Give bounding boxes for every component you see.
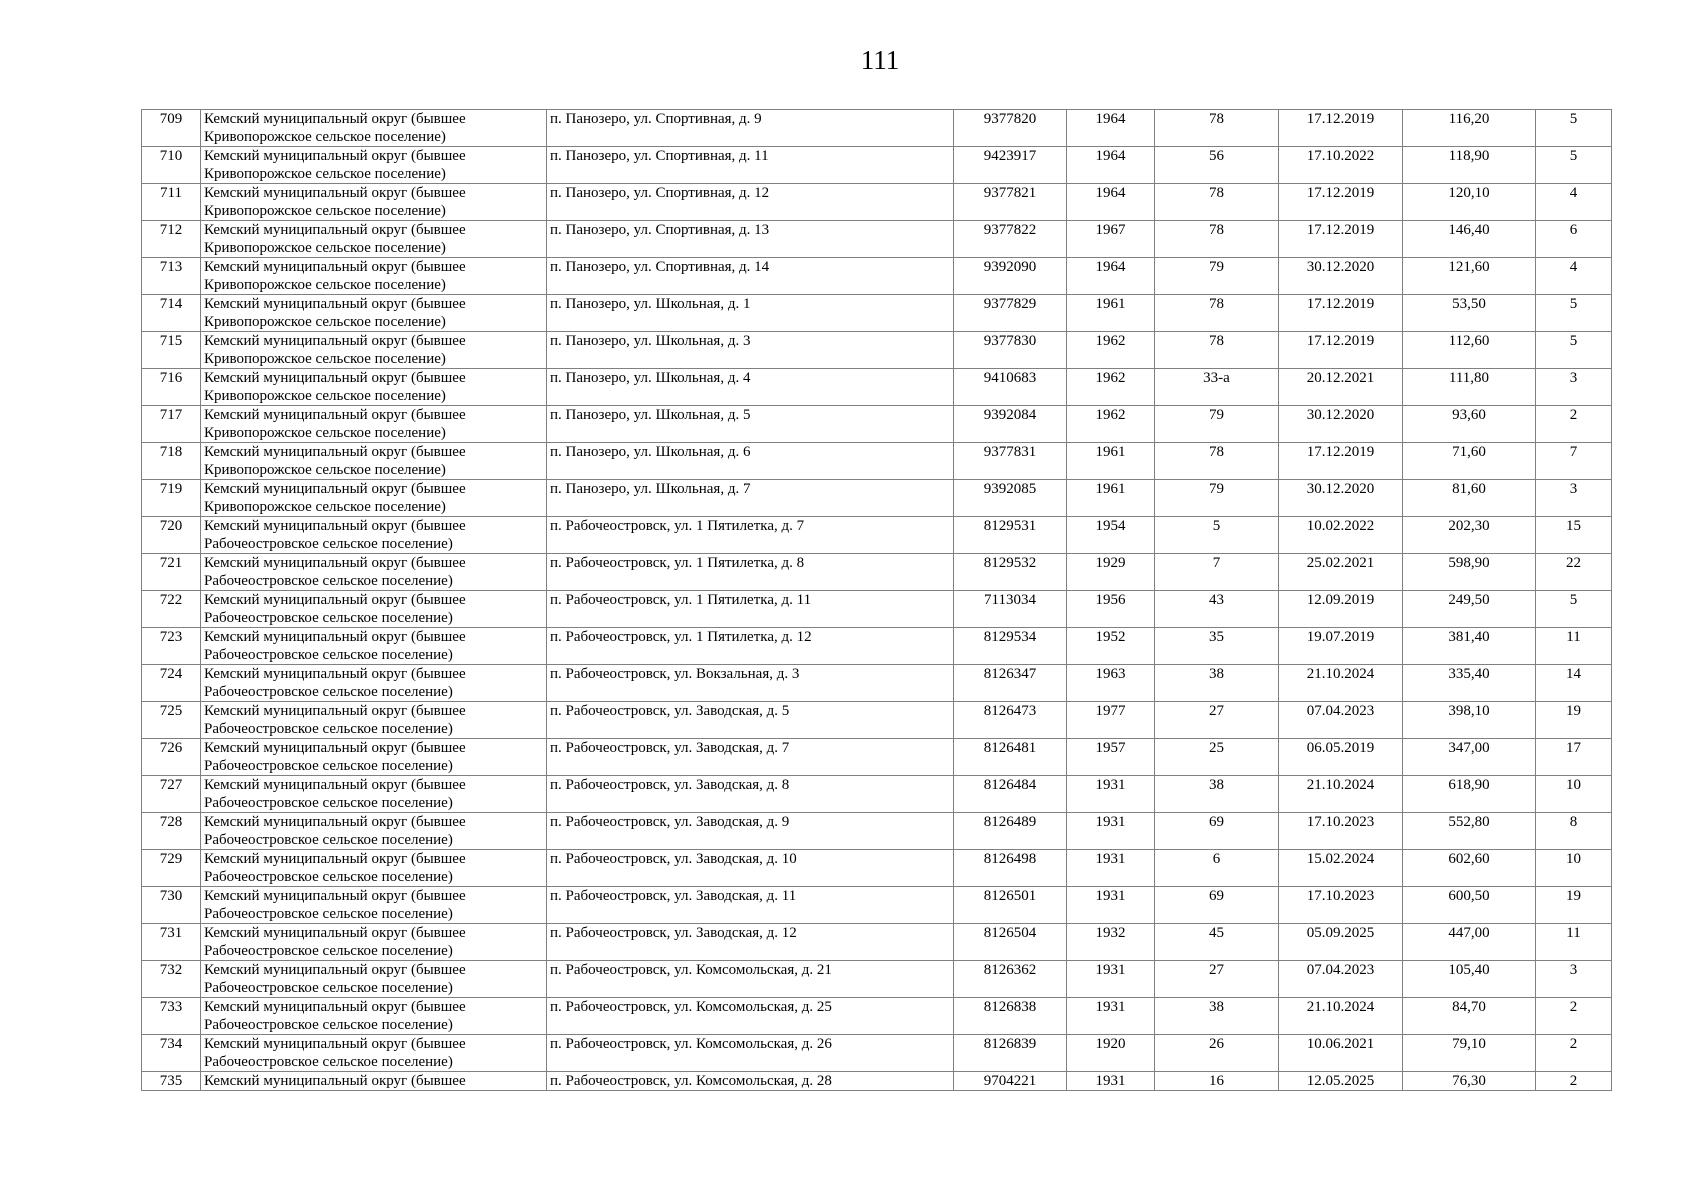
municipality-cell: Кемский муниципальный округ (бывшее Кривопорожское сельское поселение) xyxy=(201,295,547,332)
document-number-cell: 78 xyxy=(1155,184,1279,221)
resident-count-cell: 2 xyxy=(1536,998,1612,1035)
document-number-cell: 27 xyxy=(1155,961,1279,998)
building-code-cell: 9377831 xyxy=(954,443,1067,480)
document-number-cell: 35 xyxy=(1155,628,1279,665)
address-cell: п. Панозеро, ул. Школьная, д. 6 xyxy=(547,443,954,480)
address-cell: п. Рабочеостровск, ул. 1 Пятилетка, д. 8 xyxy=(547,554,954,591)
resident-count-cell: 19 xyxy=(1536,887,1612,924)
area-cell: 84,70 xyxy=(1403,998,1536,1035)
building-code-cell: 8126362 xyxy=(954,961,1067,998)
address-cell: п. Панозеро, ул. Школьная, д. 5 xyxy=(547,406,954,443)
building-code-cell: 9377829 xyxy=(954,295,1067,332)
document-date-cell: 17.12.2019 xyxy=(1279,184,1403,221)
municipality-cell: Кемский муниципальный округ (бывшее Рабочеостровское сельское поселение) xyxy=(201,628,547,665)
row-number: 726 xyxy=(142,739,201,776)
document-number-cell: 38 xyxy=(1155,665,1279,702)
document-number-cell: 78 xyxy=(1155,295,1279,332)
build-year-cell: 1963 xyxy=(1067,665,1155,702)
build-year-cell: 1962 xyxy=(1067,332,1155,369)
table-row xyxy=(142,406,1612,443)
build-year-cell: 1931 xyxy=(1067,776,1155,813)
municipality-cell: Кемский муниципальный округ (бывшее Кривопорожское сельское поселение) xyxy=(201,443,547,480)
municipality-cell: Кемский муниципальный округ (бывшее Рабочеостровское сельское поселение) xyxy=(201,554,547,591)
row-number: 729 xyxy=(142,850,201,887)
resident-count-cell: 10 xyxy=(1536,850,1612,887)
municipality-cell: Кемский муниципальный округ (бывшее Кривопорожское сельское поселение) xyxy=(201,258,547,295)
resident-count-cell: 6 xyxy=(1536,221,1612,258)
municipality-cell: Кемский муниципальный округ (бывшее Рабочеостровское сельское поселение) xyxy=(201,776,547,813)
area-cell: 120,10 xyxy=(1403,184,1536,221)
resident-count-cell: 7 xyxy=(1536,443,1612,480)
table-row xyxy=(142,184,1612,221)
area-cell: 111,80 xyxy=(1403,369,1536,406)
table-row xyxy=(142,628,1612,665)
row-number: 716 xyxy=(142,369,201,406)
resident-count-cell: 11 xyxy=(1536,924,1612,961)
building-code-cell: 8126481 xyxy=(954,739,1067,776)
table-row xyxy=(142,1072,1612,1091)
building-code-cell: 8126473 xyxy=(954,702,1067,739)
municipality-cell: Кемский муниципальный округ (бывшее Рабочеостровское сельское поселение) xyxy=(201,517,547,554)
resident-count-cell: 3 xyxy=(1536,369,1612,406)
build-year-cell: 1964 xyxy=(1067,258,1155,295)
document-date-cell: 15.02.2024 xyxy=(1279,850,1403,887)
document-number-cell: 5 xyxy=(1155,517,1279,554)
document-number-cell: 16 xyxy=(1155,1072,1279,1091)
table-row xyxy=(142,369,1612,406)
building-code-cell: 9377820 xyxy=(954,110,1067,147)
resident-count-cell: 8 xyxy=(1536,813,1612,850)
document-date-cell: 12.05.2025 xyxy=(1279,1072,1403,1091)
build-year-cell: 1920 xyxy=(1067,1035,1155,1072)
document-date-cell: 07.04.2023 xyxy=(1279,702,1403,739)
document-date-cell: 30.12.2020 xyxy=(1279,480,1403,517)
address-cell: п. Рабочеостровск, ул. 1 Пятилетка, д. 12 xyxy=(547,628,954,665)
building-code-cell: 9377822 xyxy=(954,221,1067,258)
row-number: 712 xyxy=(142,221,201,258)
building-code-cell: 9392084 xyxy=(954,406,1067,443)
address-cell: п. Рабочеостровск, ул. 1 Пятилетка, д. 11 xyxy=(547,591,954,628)
build-year-cell: 1961 xyxy=(1067,443,1155,480)
building-code-cell: 8126839 xyxy=(954,1035,1067,1072)
build-year-cell: 1931 xyxy=(1067,850,1155,887)
registry-table xyxy=(141,109,1612,1091)
build-year-cell: 1956 xyxy=(1067,591,1155,628)
row-number: 711 xyxy=(142,184,201,221)
resident-count-cell: 4 xyxy=(1536,184,1612,221)
building-code-cell: 9392085 xyxy=(954,480,1067,517)
document-number-cell: 43 xyxy=(1155,591,1279,628)
row-number: 725 xyxy=(142,702,201,739)
area-cell: 146,40 xyxy=(1403,221,1536,258)
area-cell: 398,10 xyxy=(1403,702,1536,739)
building-code-cell: 8126838 xyxy=(954,998,1067,1035)
document-number-cell: 38 xyxy=(1155,776,1279,813)
table-row xyxy=(142,258,1612,295)
resident-count-cell: 5 xyxy=(1536,591,1612,628)
resident-count-cell: 3 xyxy=(1536,961,1612,998)
document-date-cell: 17.12.2019 xyxy=(1279,221,1403,258)
area-cell: 76,30 xyxy=(1403,1072,1536,1091)
address-cell: п. Панозеро, ул. Спортивная, д. 13 xyxy=(547,221,954,258)
resident-count-cell: 5 xyxy=(1536,295,1612,332)
resident-count-cell: 4 xyxy=(1536,258,1612,295)
address-cell: п. Рабочеостровск, ул. Комсомольская, д. 21 xyxy=(547,961,954,998)
table-row xyxy=(142,221,1612,258)
row-number: 731 xyxy=(142,924,201,961)
address-cell: п. Панозеро, ул. Спортивная, д. 11 xyxy=(547,147,954,184)
municipality-cell: Кемский муниципальный округ (бывшее xyxy=(201,1072,547,1091)
resident-count-cell: 10 xyxy=(1536,776,1612,813)
municipality-cell: Кемский муниципальный округ (бывшее Рабочеостровское сельское поселение) xyxy=(201,998,547,1035)
building-code-cell: 9704221 xyxy=(954,1072,1067,1091)
table-row xyxy=(142,147,1612,184)
build-year-cell: 1931 xyxy=(1067,961,1155,998)
row-number: 732 xyxy=(142,961,201,998)
document-number-cell: 79 xyxy=(1155,258,1279,295)
municipality-cell: Кемский муниципальный округ (бывшее Рабочеостровское сельское поселение) xyxy=(201,591,547,628)
document-number-cell: 25 xyxy=(1155,739,1279,776)
row-number: 720 xyxy=(142,517,201,554)
row-number: 734 xyxy=(142,1035,201,1072)
resident-count-cell: 3 xyxy=(1536,480,1612,517)
resident-count-cell: 14 xyxy=(1536,665,1612,702)
document-date-cell: 21.10.2024 xyxy=(1279,665,1403,702)
build-year-cell: 1931 xyxy=(1067,1072,1155,1091)
table-row xyxy=(142,517,1612,554)
document-number-cell: 45 xyxy=(1155,924,1279,961)
document-date-cell: 07.04.2023 xyxy=(1279,961,1403,998)
table-row xyxy=(142,554,1612,591)
municipality-cell: Кемский муниципальный округ (бывшее Кривопорожское сельское поселение) xyxy=(201,184,547,221)
area-cell: 618,90 xyxy=(1403,776,1536,813)
table-row xyxy=(142,665,1612,702)
area-cell: 598,90 xyxy=(1403,554,1536,591)
document-number-cell: 6 xyxy=(1155,850,1279,887)
area-cell: 335,40 xyxy=(1403,665,1536,702)
table-row xyxy=(142,739,1612,776)
document-number-cell: 79 xyxy=(1155,406,1279,443)
row-number: 730 xyxy=(142,887,201,924)
document-number-cell: 26 xyxy=(1155,1035,1279,1072)
municipality-cell: Кемский муниципальный округ (бывшее Рабочеостровское сельское поселение) xyxy=(201,1035,547,1072)
municipality-cell: Кемский муниципальный округ (бывшее Рабочеостровское сельское поселение) xyxy=(201,702,547,739)
address-cell: п. Рабочеостровск, ул. Заводская, д. 7 xyxy=(547,739,954,776)
build-year-cell: 1931 xyxy=(1067,887,1155,924)
table-row xyxy=(142,1035,1612,1072)
table-row xyxy=(142,813,1612,850)
document-date-cell: 06.05.2019 xyxy=(1279,739,1403,776)
document-number-cell: 78 xyxy=(1155,110,1279,147)
document-number-cell: 33-а xyxy=(1155,369,1279,406)
document-date-cell: 12.09.2019 xyxy=(1279,591,1403,628)
area-cell: 600,50 xyxy=(1403,887,1536,924)
municipality-cell: Кемский муниципальный округ (бывшее Кривопорожское сельское поселение) xyxy=(201,332,547,369)
area-cell: 116,20 xyxy=(1403,110,1536,147)
building-code-cell: 8129531 xyxy=(954,517,1067,554)
document-date-cell: 10.06.2021 xyxy=(1279,1035,1403,1072)
build-year-cell: 1931 xyxy=(1067,998,1155,1035)
address-cell: п. Панозеро, ул. Школьная, д. 7 xyxy=(547,480,954,517)
row-number: 721 xyxy=(142,554,201,591)
address-cell: п. Рабочеостровск, ул. 1 Пятилетка, д. 7 xyxy=(547,517,954,554)
resident-count-cell: 5 xyxy=(1536,110,1612,147)
address-cell: п. Рабочеостровск, ул. Заводская, д. 8 xyxy=(547,776,954,813)
municipality-cell: Кемский муниципальный округ (бывшее Рабочеостровское сельское поселение) xyxy=(201,850,547,887)
row-number: 709 xyxy=(142,110,201,147)
area-cell: 447,00 xyxy=(1403,924,1536,961)
row-number: 722 xyxy=(142,591,201,628)
municipality-cell: Кемский муниципальный округ (бывшее Кривопорожское сельское поселение) xyxy=(201,369,547,406)
resident-count-cell: 11 xyxy=(1536,628,1612,665)
municipality-cell: Кемский муниципальный округ (бывшее Рабочеостровское сельское поселение) xyxy=(201,813,547,850)
table-row xyxy=(142,887,1612,924)
area-cell: 249,50 xyxy=(1403,591,1536,628)
municipality-cell: Кемский муниципальный округ (бывшее Кривопорожское сельское поселение) xyxy=(201,110,547,147)
document-date-cell: 30.12.2020 xyxy=(1279,258,1403,295)
resident-count-cell: 17 xyxy=(1536,739,1612,776)
building-code-cell: 9377830 xyxy=(954,332,1067,369)
address-cell: п. Панозеро, ул. Спортивная, д. 12 xyxy=(547,184,954,221)
table-row xyxy=(142,998,1612,1035)
row-number: 724 xyxy=(142,665,201,702)
document-date-cell: 05.09.2025 xyxy=(1279,924,1403,961)
building-code-cell: 8126489 xyxy=(954,813,1067,850)
row-number: 719 xyxy=(142,480,201,517)
address-cell: п. Панозеро, ул. Спортивная, д. 14 xyxy=(547,258,954,295)
document-date-cell: 17.12.2019 xyxy=(1279,295,1403,332)
municipality-cell: Кемский муниципальный округ (бывшее Рабочеостровское сельское поселение) xyxy=(201,739,547,776)
building-code-cell: 8126484 xyxy=(954,776,1067,813)
address-cell: п. Рабочеостровск, ул. Комсомольская, д. 28 xyxy=(547,1072,954,1091)
build-year-cell: 1964 xyxy=(1067,110,1155,147)
building-code-cell: 9423917 xyxy=(954,147,1067,184)
document-number-cell: 78 xyxy=(1155,332,1279,369)
municipality-cell: Кемский муниципальный округ (бывшее Кривопорожское сельское поселение) xyxy=(201,147,547,184)
build-year-cell: 1931 xyxy=(1067,813,1155,850)
building-code-cell: 8126504 xyxy=(954,924,1067,961)
area-cell: 381,40 xyxy=(1403,628,1536,665)
document-date-cell: 10.02.2022 xyxy=(1279,517,1403,554)
address-cell: п. Рабочеостровск, ул. Комсомольская, д. 26 xyxy=(547,1035,954,1072)
row-number: 710 xyxy=(142,147,201,184)
resident-count-cell: 2 xyxy=(1536,1035,1612,1072)
build-year-cell: 1964 xyxy=(1067,184,1155,221)
building-code-cell: 8129534 xyxy=(954,628,1067,665)
area-cell: 53,50 xyxy=(1403,295,1536,332)
area-cell: 552,80 xyxy=(1403,813,1536,850)
row-number: 728 xyxy=(142,813,201,850)
address-cell: п. Рабочеостровск, ул. Заводская, д. 5 xyxy=(547,702,954,739)
row-number: 733 xyxy=(142,998,201,1035)
municipality-cell: Кемский муниципальный округ (бывшее Рабочеостровское сельское поселение) xyxy=(201,924,547,961)
table-row xyxy=(142,924,1612,961)
document-number-cell: 7 xyxy=(1155,554,1279,591)
municipality-cell: Кемский муниципальный округ (бывшее Рабочеостровское сельское поселение) xyxy=(201,665,547,702)
address-cell: п. Рабочеостровск, ул. Заводская, д. 11 xyxy=(547,887,954,924)
address-cell: п. Рабочеостровск, ул. Заводская, д. 12 xyxy=(547,924,954,961)
resident-count-cell: 15 xyxy=(1536,517,1612,554)
resident-count-cell: 19 xyxy=(1536,702,1612,739)
document-date-cell: 17.10.2023 xyxy=(1279,887,1403,924)
resident-count-cell: 22 xyxy=(1536,554,1612,591)
row-number: 715 xyxy=(142,332,201,369)
municipality-cell: Кемский муниципальный округ (бывшее Кривопорожское сельское поселение) xyxy=(201,406,547,443)
area-cell: 79,10 xyxy=(1403,1035,1536,1072)
document-date-cell: 25.02.2021 xyxy=(1279,554,1403,591)
address-cell: п. Панозеро, ул. Школьная, д. 3 xyxy=(547,332,954,369)
table-row xyxy=(142,480,1612,517)
document-date-cell: 17.12.2019 xyxy=(1279,110,1403,147)
table-row xyxy=(142,961,1612,998)
area-cell: 105,40 xyxy=(1403,961,1536,998)
row-number: 718 xyxy=(142,443,201,480)
build-year-cell: 1977 xyxy=(1067,702,1155,739)
document-number-cell: 78 xyxy=(1155,443,1279,480)
area-cell: 202,30 xyxy=(1403,517,1536,554)
document-date-cell: 17.12.2019 xyxy=(1279,332,1403,369)
row-number: 723 xyxy=(142,628,201,665)
building-code-cell: 8126501 xyxy=(954,887,1067,924)
document-date-cell: 17.10.2022 xyxy=(1279,147,1403,184)
document-date-cell: 21.10.2024 xyxy=(1279,776,1403,813)
row-number: 735 xyxy=(142,1072,201,1091)
document-date-cell: 20.12.2021 xyxy=(1279,369,1403,406)
build-year-cell: 1964 xyxy=(1067,147,1155,184)
table-row xyxy=(142,332,1612,369)
resident-count-cell: 2 xyxy=(1536,1072,1612,1091)
build-year-cell: 1954 xyxy=(1067,517,1155,554)
row-number: 727 xyxy=(142,776,201,813)
document-date-cell: 21.10.2024 xyxy=(1279,998,1403,1035)
building-code-cell: 9392090 xyxy=(954,258,1067,295)
area-cell: 347,00 xyxy=(1403,739,1536,776)
building-code-cell: 7113034 xyxy=(954,591,1067,628)
document-date-cell: 19.07.2019 xyxy=(1279,628,1403,665)
build-year-cell: 1962 xyxy=(1067,369,1155,406)
municipality-cell: Кемский муниципальный округ (бывшее Рабочеостровское сельское поселение) xyxy=(201,887,547,924)
resident-count-cell: 5 xyxy=(1536,147,1612,184)
build-year-cell: 1932 xyxy=(1067,924,1155,961)
row-number: 713 xyxy=(142,258,201,295)
table-row xyxy=(142,295,1612,332)
building-code-cell: 9410683 xyxy=(954,369,1067,406)
table-row xyxy=(142,591,1612,628)
build-year-cell: 1957 xyxy=(1067,739,1155,776)
address-cell: п. Панозеро, ул. Спортивная, д. 9 xyxy=(547,110,954,147)
municipality-cell: Кемский муниципальный округ (бывшее Рабочеостровское сельское поселение) xyxy=(201,961,547,998)
build-year-cell: 1952 xyxy=(1067,628,1155,665)
address-cell: п. Рабочеостровск, ул. Заводская, д. 9 xyxy=(547,813,954,850)
area-cell: 121,60 xyxy=(1403,258,1536,295)
document-date-cell: 17.10.2023 xyxy=(1279,813,1403,850)
document-number-cell: 56 xyxy=(1155,147,1279,184)
municipality-cell: Кемский муниципальный округ (бывшее Кривопорожское сельское поселение) xyxy=(201,221,547,258)
address-cell: п. Рабочеостровск, ул. Вокзальная, д. 3 xyxy=(547,665,954,702)
municipality-cell: Кемский муниципальный округ (бывшее Кривопорожское сельское поселение) xyxy=(201,480,547,517)
document-number-cell: 27 xyxy=(1155,702,1279,739)
area-cell: 71,60 xyxy=(1403,443,1536,480)
document-number-cell: 69 xyxy=(1155,813,1279,850)
area-cell: 81,60 xyxy=(1403,480,1536,517)
area-cell: 118,90 xyxy=(1403,147,1536,184)
row-number: 714 xyxy=(142,295,201,332)
area-cell: 93,60 xyxy=(1403,406,1536,443)
registry-body xyxy=(142,110,1612,1091)
building-code-cell: 8126347 xyxy=(954,665,1067,702)
table-row xyxy=(142,110,1612,147)
resident-count-cell: 5 xyxy=(1536,332,1612,369)
address-cell: п. Панозеро, ул. Школьная, д. 4 xyxy=(547,369,954,406)
area-cell: 602,60 xyxy=(1403,850,1536,887)
table-row xyxy=(142,850,1612,887)
build-year-cell: 1929 xyxy=(1067,554,1155,591)
address-cell: п. Панозеро, ул. Школьная, д. 1 xyxy=(547,295,954,332)
build-year-cell: 1962 xyxy=(1067,406,1155,443)
row-number: 717 xyxy=(142,406,201,443)
building-code-cell: 8129532 xyxy=(954,554,1067,591)
build-year-cell: 1967 xyxy=(1067,221,1155,258)
table-row xyxy=(142,443,1612,480)
document-number-cell: 79 xyxy=(1155,480,1279,517)
document-number-cell: 38 xyxy=(1155,998,1279,1035)
build-year-cell: 1961 xyxy=(1067,295,1155,332)
resident-count-cell: 2 xyxy=(1536,406,1612,443)
document-number-cell: 78 xyxy=(1155,221,1279,258)
page-number: 111 xyxy=(860,45,900,75)
table-row xyxy=(142,702,1612,739)
area-cell: 112,60 xyxy=(1403,332,1536,369)
document-date-cell: 17.12.2019 xyxy=(1279,443,1403,480)
build-year-cell: 1961 xyxy=(1067,480,1155,517)
document-number-cell: 69 xyxy=(1155,887,1279,924)
document-date-cell: 30.12.2020 xyxy=(1279,406,1403,443)
table-row xyxy=(142,776,1612,813)
building-code-cell: 9377821 xyxy=(954,184,1067,221)
address-cell: п. Рабочеостровск, ул. Заводская, д. 10 xyxy=(547,850,954,887)
building-code-cell: 8126498 xyxy=(954,850,1067,887)
address-cell: п. Рабочеостровск, ул. Комсомольская, д. 25 xyxy=(547,998,954,1035)
